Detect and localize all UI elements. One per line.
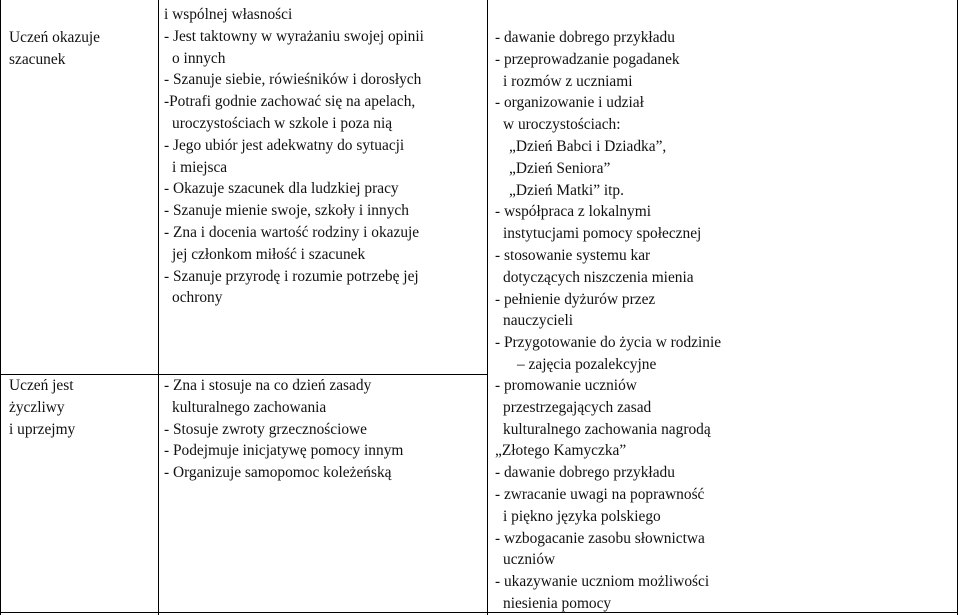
column-divider-1 [158, 0, 159, 615]
category-label-line: szacunek [9, 50, 66, 68]
text-line: - pełnienie dyżurów przez [495, 290, 656, 308]
text-line: - Zna i stosuje na co dzień zasady [164, 377, 372, 394]
text-line: uczniów [503, 551, 556, 569]
text-line: - dawanie dobrego przykładu [495, 464, 675, 482]
text-line: o innych [172, 49, 226, 67]
text-line: - przeprowadzanie pogadanek [495, 50, 680, 68]
text-line: przestrzegających zasad [503, 398, 652, 416]
text-line: - Jego ubiór jest adekwatny do sytuacji [164, 136, 405, 154]
text-line: - Zna i docenia wartość rodziny i okazuje [164, 223, 420, 241]
text-line: - zwracanie uwagi na poprawność [495, 485, 705, 503]
text-line: jej członkom miłość i szacunek [172, 245, 366, 263]
text-line: - Przygotowanie do życia w rodzinie [495, 334, 722, 352]
table-border-right [957, 0, 958, 615]
text-line: - Jest taktowny w wyrażaniu swojej opinii [164, 27, 424, 45]
text-line: - organizowanie i udział [495, 94, 644, 112]
category-label-line: Uczeń okazuje [9, 29, 101, 46]
text-line: i rozmów z uczniami [503, 72, 633, 90]
text-line: - promowanie uczniów [495, 377, 637, 394]
text-line: - wzbogacanie zasobu słownictwa [495, 529, 705, 547]
text-line: „Dzień Matki” itp. [509, 181, 624, 199]
text-line: „Złotego Kamyczka” [495, 442, 627, 460]
text-line: instytucjami pomocy społecznej [503, 225, 702, 243]
category-cell [9, 27, 100, 71]
table-border-bottom [0, 612, 958, 613]
text-line: - stosowanie systemu kar [495, 246, 651, 264]
text-line: -Potrafi godnie zachować się na apelach, [164, 93, 416, 111]
text-line: - Stosuje zwroty grzecznościowe [164, 420, 368, 438]
category-label-line: Uczeń jest [9, 377, 74, 394]
text-line: i piękno języka polskiego [503, 507, 661, 525]
behaviors-cell [164, 375, 403, 484]
column-divider-2 [487, 0, 488, 615]
text-line: uroczystościach w szkole i poza nią [172, 114, 393, 132]
methods-cell [495, 27, 721, 376]
text-line: nauczycieli [503, 312, 574, 330]
text-line: i wspólnej własności [164, 6, 293, 23]
category-label-line: i uprzejmy [9, 420, 76, 438]
text-line: niesienia pomocy [503, 594, 612, 612]
text-line: - współpraca z lokalnymi [495, 203, 651, 221]
text-line: - dawanie dobrego przykładu [495, 29, 675, 46]
behaviors-cell [164, 4, 424, 309]
text-line: „Dzień Seniora” [509, 159, 611, 177]
text-line: ochrony [172, 289, 223, 307]
text-line: kulturalnego zachowania [172, 398, 327, 416]
text-line: – zajęcia pozalekcyjne [517, 355, 657, 373]
text-line: „Dzień Babci i Dziadka”, [509, 137, 667, 155]
text-line: kulturalnego zachowania nagrodą [503, 420, 711, 438]
text-line: dotyczących niszczenia mienia [503, 268, 694, 286]
text-line: - ukazywanie uczniom możliwości [495, 573, 710, 591]
text-line: - Szanuje siebie, rówieśników i dorosłych [164, 71, 422, 89]
text-line: - Podejmuje inicjatywę pomocy innym [164, 442, 404, 460]
text-line: i miejsca [172, 158, 228, 176]
category-cell [9, 375, 75, 440]
text-line: w uroczystościach: [503, 116, 621, 134]
text-line: - Szanuje przyrodę i rozumie potrzebę jej [164, 267, 419, 285]
methods-cell [495, 375, 711, 615]
table-border-left [0, 0, 1, 615]
category-label-line: życzliwy [9, 398, 65, 416]
text-line: - Okazuje szacunek dla ludzkiej pracy [164, 180, 399, 198]
text-line: - Szanuje mienie swoje, szkoły i innych [164, 202, 409, 220]
text-line: - Organizuje samopomoc koleżeńską [164, 464, 392, 482]
